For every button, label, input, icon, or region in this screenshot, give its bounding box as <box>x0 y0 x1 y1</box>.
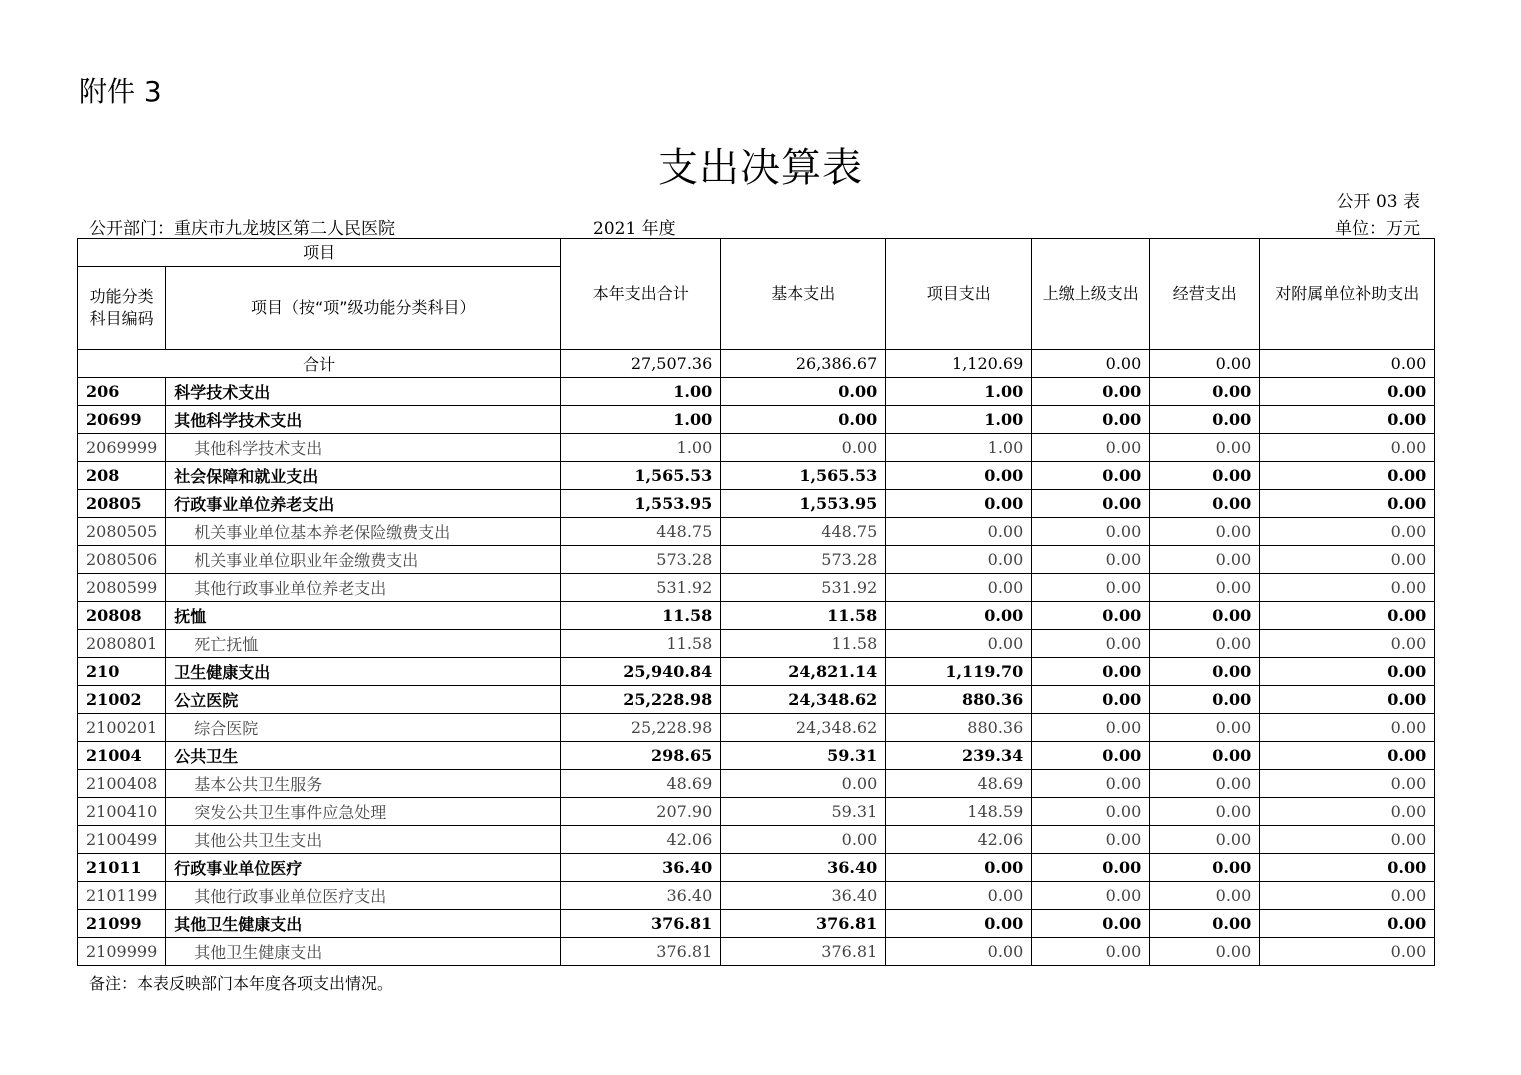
table-row <box>78 798 1435 826</box>
cell-business: 0.00 <box>1150 798 1260 826</box>
row-name: 基本公共卫生服务 <box>166 770 561 798</box>
cell-upper: 0.00 <box>1032 434 1150 462</box>
cell-project: 0.00 <box>886 882 1032 910</box>
total-row <box>78 350 1435 378</box>
cell-subsidy: 0.00 <box>1260 938 1435 966</box>
cell-upper: 0.00 <box>1032 630 1150 658</box>
table-row <box>78 770 1435 798</box>
table-row <box>78 910 1435 938</box>
cell-subsidy: 0.00 <box>1260 546 1435 574</box>
cell-project: 0.00 <box>886 518 1032 546</box>
table-row <box>78 742 1435 770</box>
cell-project: 0.00 <box>886 574 1032 602</box>
cell-business: 0.00 <box>1150 630 1260 658</box>
cell-total: 42.06 <box>561 826 721 854</box>
cell-business: 0.00 <box>1150 546 1260 574</box>
cell-upper: 0.00 <box>1032 546 1150 574</box>
row-name: 其他卫生健康支出 <box>166 910 561 938</box>
cell-business: 0.00 <box>1150 574 1260 602</box>
expenditure-table <box>77 238 1435 966</box>
row-code: 2100499 <box>78 826 166 854</box>
cell-subsidy: 0.00 <box>1260 770 1435 798</box>
col-header-code: 功能分类科目编码 <box>78 267 166 350</box>
table-row <box>78 714 1435 742</box>
cell-subsidy: 0.00 <box>1260 518 1435 546</box>
cell-total: 1.00 <box>561 378 721 406</box>
department-label: 公开部门：重庆市九龙坡区第二人民医院 <box>89 219 395 239</box>
cell-project: 0.00 <box>886 602 1032 630</box>
cell-total: 298.65 <box>561 742 721 770</box>
cell-basic: 376.81 <box>721 938 886 966</box>
cell-business: 0.00 <box>1150 938 1260 966</box>
cell-subsidy: 0.00 <box>1260 686 1435 714</box>
row-name: 其他科学技术支出 <box>166 434 561 462</box>
page-title: 支出决算表 <box>658 145 863 191</box>
row-name: 行政事业单位养老支出 <box>166 490 561 518</box>
col-header-subsidy: 对附属单位补助支出 <box>1260 239 1435 350</box>
cell-total: 36.40 <box>561 854 721 882</box>
row-code: 2080801 <box>78 630 166 658</box>
row-code: 2069999 <box>78 434 166 462</box>
row-name: 行政事业单位医疗 <box>166 854 561 882</box>
cell-total: 573.28 <box>561 546 721 574</box>
cell-subsidy: 0.00 <box>1260 798 1435 826</box>
cell-business: 0.00 <box>1150 826 1260 854</box>
row-code: 21004 <box>78 742 166 770</box>
row-code: 2100201 <box>78 714 166 742</box>
cell-basic: 59.31 <box>721 798 886 826</box>
fiscal-year: 2021 年度 <box>593 219 676 239</box>
cell-project: 42.06 <box>886 826 1032 854</box>
row-code: 2100408 <box>78 770 166 798</box>
row-name: 公共卫生 <box>166 742 561 770</box>
row-name: 机关事业单位基本养老保险缴费支出 <box>166 518 561 546</box>
table-row <box>78 602 1435 630</box>
table-row <box>78 518 1435 546</box>
cell-project: 1.00 <box>886 378 1032 406</box>
cell-subsidy: 0.00 <box>1260 602 1435 630</box>
cell-upper: 0.00 <box>1032 602 1150 630</box>
cell-project: 0.00 <box>886 490 1032 518</box>
table-row <box>78 938 1435 966</box>
cell-business: 0.00 <box>1150 378 1260 406</box>
form-number: 公开 03 表 <box>1336 192 1420 212</box>
cell-total: 376.81 <box>561 910 721 938</box>
cell-project: 1,119.70 <box>886 658 1032 686</box>
cell-subsidy: 0.00 <box>1260 882 1435 910</box>
cell-basic: 24,821.14 <box>721 658 886 686</box>
table-row <box>78 546 1435 574</box>
cell-upper: 0.00 <box>1032 714 1150 742</box>
cell-total: 1.00 <box>561 406 721 434</box>
cell-business: 0.00 <box>1150 770 1260 798</box>
cell-project: 0.00 <box>886 462 1032 490</box>
cell-basic: 0.00 <box>721 770 886 798</box>
cell-upper: 0.00 <box>1032 826 1150 854</box>
cell-subsidy: 0.00 <box>1260 462 1435 490</box>
row-code: 2109999 <box>78 938 166 966</box>
cell-business: 0.00 <box>1150 518 1260 546</box>
cell-total: 11.58 <box>561 602 721 630</box>
cell-upper: 0.00 <box>1032 378 1150 406</box>
cell-project: 0.00 <box>886 910 1032 938</box>
row-code: 21099 <box>78 910 166 938</box>
cell-subsidy: 0.00 <box>1260 434 1435 462</box>
table-row <box>78 406 1435 434</box>
cell-upper: 0.00 <box>1032 770 1150 798</box>
table-row <box>78 378 1435 406</box>
row-name: 其他公共卫生支出 <box>166 826 561 854</box>
cell-basic: 36.40 <box>721 882 886 910</box>
total-cell-business: 0.00 <box>1150 350 1260 378</box>
cell-upper: 0.00 <box>1032 882 1150 910</box>
col-header-basic: 基本支出 <box>721 239 886 350</box>
cell-business: 0.00 <box>1150 658 1260 686</box>
cell-business: 0.00 <box>1150 434 1260 462</box>
total-cell-subsidy: 0.00 <box>1260 350 1435 378</box>
unit-label: 单位：万元 <box>1335 219 1420 239</box>
total-cell-total: 27,507.36 <box>561 350 721 378</box>
cell-business: 0.00 <box>1150 686 1260 714</box>
cell-subsidy: 0.00 <box>1260 630 1435 658</box>
cell-subsidy: 0.00 <box>1260 378 1435 406</box>
row-code: 2100410 <box>78 798 166 826</box>
cell-basic: 0.00 <box>721 434 886 462</box>
cell-subsidy: 0.00 <box>1260 742 1435 770</box>
cell-upper: 0.00 <box>1032 574 1150 602</box>
table-row <box>78 630 1435 658</box>
cell-upper: 0.00 <box>1032 490 1150 518</box>
cell-basic: 59.31 <box>721 742 886 770</box>
cell-upper: 0.00 <box>1032 462 1150 490</box>
row-name: 卫生健康支出 <box>166 658 561 686</box>
row-name: 突发公共卫生事件应急处理 <box>166 798 561 826</box>
cell-business: 0.00 <box>1150 714 1260 742</box>
row-code: 2080506 <box>78 546 166 574</box>
cell-basic: 376.81 <box>721 910 886 938</box>
table-row <box>78 658 1435 686</box>
row-name: 综合医院 <box>166 714 561 742</box>
cell-basic: 0.00 <box>721 378 886 406</box>
cell-basic: 36.40 <box>721 854 886 882</box>
cell-project: 148.59 <box>886 798 1032 826</box>
cell-basic: 24,348.62 <box>721 686 886 714</box>
cell-basic: 0.00 <box>721 826 886 854</box>
table-row <box>78 490 1435 518</box>
cell-business: 0.00 <box>1150 406 1260 434</box>
row-name: 其他科学技术支出 <box>166 406 561 434</box>
cell-basic: 573.28 <box>721 546 886 574</box>
cell-total: 48.69 <box>561 770 721 798</box>
cell-upper: 0.00 <box>1032 686 1150 714</box>
col-header-project: 项目支出 <box>886 239 1032 350</box>
col-header-upper: 上缴上级支出 <box>1032 239 1150 350</box>
cell-total: 1,553.95 <box>561 490 721 518</box>
cell-business: 0.00 <box>1150 910 1260 938</box>
row-code: 208 <box>78 462 166 490</box>
cell-business: 0.00 <box>1150 882 1260 910</box>
row-name: 其他行政事业单位医疗支出 <box>166 882 561 910</box>
attachment-label: 附件 3 <box>79 75 162 108</box>
cell-total: 531.92 <box>561 574 721 602</box>
cell-upper: 0.00 <box>1032 742 1150 770</box>
total-cell-upper: 0.00 <box>1032 350 1150 378</box>
cell-business: 0.00 <box>1150 490 1260 518</box>
row-code: 2101199 <box>78 882 166 910</box>
row-name: 其他卫生健康支出 <box>166 938 561 966</box>
cell-subsidy: 0.00 <box>1260 490 1435 518</box>
cell-basic: 531.92 <box>721 574 886 602</box>
col-header-name: 项目（按“项”级功能分类科目） <box>166 267 561 350</box>
row-code: 20808 <box>78 602 166 630</box>
cell-basic: 0.00 <box>721 406 886 434</box>
cell-project: 0.00 <box>886 546 1032 574</box>
cell-total: 25,228.98 <box>561 686 721 714</box>
cell-subsidy: 0.00 <box>1260 854 1435 882</box>
row-name: 科学技术支出 <box>166 378 561 406</box>
group-header-item: 项目 <box>78 239 561 267</box>
footer-note: 备注：本表反映部门本年度各项支出情况。 <box>89 974 394 993</box>
cell-total: 207.90 <box>561 798 721 826</box>
table-row <box>78 434 1435 462</box>
row-code: 21011 <box>78 854 166 882</box>
table-row <box>78 882 1435 910</box>
row-name: 其他行政事业单位养老支出 <box>166 574 561 602</box>
cell-upper: 0.00 <box>1032 518 1150 546</box>
cell-business: 0.00 <box>1150 602 1260 630</box>
row-name: 死亡抚恤 <box>166 630 561 658</box>
row-name: 公立医院 <box>166 686 561 714</box>
cell-basic: 11.58 <box>721 602 886 630</box>
table-row <box>78 854 1435 882</box>
col-header-total: 本年支出合计 <box>561 239 721 350</box>
cell-project: 239.34 <box>886 742 1032 770</box>
cell-total: 11.58 <box>561 630 721 658</box>
cell-project: 48.69 <box>886 770 1032 798</box>
cell-upper: 0.00 <box>1032 798 1150 826</box>
cell-subsidy: 0.00 <box>1260 826 1435 854</box>
cell-project: 0.00 <box>886 854 1032 882</box>
row-code: 20699 <box>78 406 166 434</box>
total-cell-basic: 26,386.67 <box>721 350 886 378</box>
row-code: 2080505 <box>78 518 166 546</box>
table-row <box>78 574 1435 602</box>
cell-total: 25,228.98 <box>561 714 721 742</box>
cell-project: 0.00 <box>886 630 1032 658</box>
row-code: 21002 <box>78 686 166 714</box>
row-name: 社会保障和就业支出 <box>166 462 561 490</box>
cell-subsidy: 0.00 <box>1260 658 1435 686</box>
total-cell-project: 1,120.69 <box>886 350 1032 378</box>
cell-total: 1.00 <box>561 434 721 462</box>
cell-total: 36.40 <box>561 882 721 910</box>
table-row <box>78 686 1435 714</box>
cell-basic: 1,553.95 <box>721 490 886 518</box>
cell-business: 0.00 <box>1150 462 1260 490</box>
table-row <box>78 462 1435 490</box>
cell-business: 0.00 <box>1150 742 1260 770</box>
cell-subsidy: 0.00 <box>1260 574 1435 602</box>
cell-upper: 0.00 <box>1032 910 1150 938</box>
cell-upper: 0.00 <box>1032 658 1150 686</box>
row-name: 抚恤 <box>166 602 561 630</box>
cell-project: 1.00 <box>886 434 1032 462</box>
cell-total: 448.75 <box>561 518 721 546</box>
cell-basic: 24,348.62 <box>721 714 886 742</box>
cell-project: 1.00 <box>886 406 1032 434</box>
row-code: 2080599 <box>78 574 166 602</box>
cell-basic: 1,565.53 <box>721 462 886 490</box>
cell-total: 25,940.84 <box>561 658 721 686</box>
cell-upper: 0.00 <box>1032 854 1150 882</box>
total-label: 合计 <box>78 350 561 378</box>
cell-project: 880.36 <box>886 714 1032 742</box>
cell-total: 376.81 <box>561 938 721 966</box>
cell-upper: 0.00 <box>1032 938 1150 966</box>
cell-subsidy: 0.00 <box>1260 910 1435 938</box>
cell-project: 0.00 <box>886 938 1032 966</box>
cell-basic: 11.58 <box>721 630 886 658</box>
cell-business: 0.00 <box>1150 854 1260 882</box>
cell-project: 880.36 <box>886 686 1032 714</box>
cell-subsidy: 0.00 <box>1260 406 1435 434</box>
table-row <box>78 826 1435 854</box>
col-header-business: 经营支出 <box>1150 239 1260 350</box>
row-code: 210 <box>78 658 166 686</box>
cell-basic: 448.75 <box>721 518 886 546</box>
cell-total: 1,565.53 <box>561 462 721 490</box>
row-code: 20805 <box>78 490 166 518</box>
row-code: 206 <box>78 378 166 406</box>
row-name: 机关事业单位职业年金缴费支出 <box>166 546 561 574</box>
cell-subsidy: 0.00 <box>1260 714 1435 742</box>
cell-upper: 0.00 <box>1032 406 1150 434</box>
